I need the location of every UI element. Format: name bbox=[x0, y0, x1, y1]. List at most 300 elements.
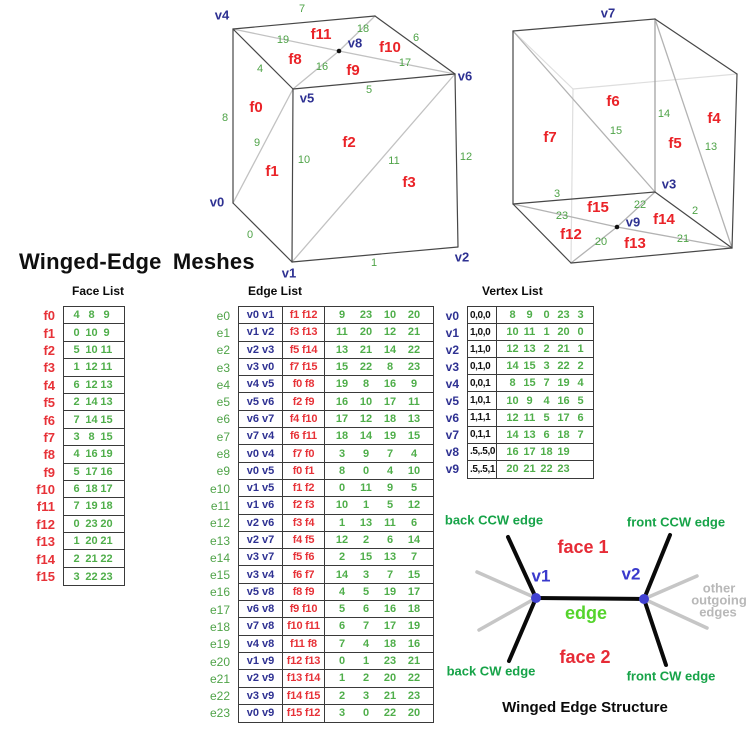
vertex-edge-index: 9 bbox=[526, 309, 533, 322]
edge-wing-index: 19 bbox=[383, 585, 397, 598]
winged-label-back-cw-edge: back CW edge bbox=[446, 663, 536, 679]
edge-faces-cell: f10 f11 bbox=[283, 618, 325, 634]
edge-faces-cell: f5 f14 bbox=[283, 342, 325, 358]
edge-list-row-label: e13 bbox=[209, 533, 230, 548]
edge-list-row-label: e6 bbox=[216, 412, 230, 427]
face-edge-index: 10 bbox=[85, 326, 98, 339]
edge-wing-index: 14 bbox=[359, 430, 373, 443]
edge-wing-index: 12 bbox=[335, 534, 349, 546]
edge-faces-cell: f2 f3 bbox=[283, 497, 325, 513]
edge-wing-index: 9 bbox=[338, 309, 346, 322]
face-list-table bbox=[63, 306, 125, 586]
edge-list-row-label: e10 bbox=[209, 481, 230, 496]
vertex-edge-index: 13 bbox=[523, 428, 536, 441]
edge-wing-index: 7 bbox=[410, 551, 418, 564]
edge-vertices-cell: v1 v9 bbox=[239, 653, 283, 669]
vertex-coords-cell: 1,0,0 bbox=[468, 324, 497, 340]
face-list-body bbox=[27, 306, 125, 586]
edge-wing-index: 23 bbox=[407, 689, 421, 702]
cube1-edge-10-line bbox=[292, 89, 293, 262]
edge-wings-cell bbox=[325, 618, 433, 634]
cube2-v9-dot bbox=[615, 225, 620, 230]
edge-list-row bbox=[239, 515, 433, 532]
face-list-row-label: f0 bbox=[43, 308, 55, 324]
cube1-label-f0: f0 bbox=[249, 98, 263, 116]
edge-wing-index: 4 bbox=[410, 447, 418, 460]
cube2-label-v3: v3 bbox=[661, 176, 677, 192]
edge-faces-cell: f2 f9 bbox=[283, 393, 325, 409]
face-edge-index: 23 bbox=[100, 570, 113, 583]
face-edge-index: 22 bbox=[85, 570, 98, 583]
edge-list-body bbox=[200, 306, 434, 723]
edge-wing-index: 23 bbox=[407, 361, 421, 374]
cube1-label-v4: v4 bbox=[214, 7, 230, 23]
face-edge-index: 8 bbox=[88, 309, 95, 322]
vertex-edge-index: 20 bbox=[506, 463, 519, 476]
vertex-coords-cell: .5,.5,1 bbox=[468, 461, 497, 478]
winged-label-edge: edge bbox=[564, 602, 608, 623]
face-edges-cell bbox=[64, 550, 124, 566]
vertex-edge-index: 7 bbox=[577, 428, 584, 441]
cube1-label-0: 0 bbox=[246, 228, 254, 241]
cube2-label-f12: f12 bbox=[560, 225, 582, 243]
edge-wing-index: 14 bbox=[383, 343, 397, 356]
edge-wing-index: 3 bbox=[362, 568, 370, 581]
edge-vertices-cell: v0 v1 bbox=[239, 307, 283, 323]
face-edge-index: 5 bbox=[73, 465, 80, 478]
vertex-coords-cell: 1,1,1 bbox=[468, 410, 497, 426]
face-list-row bbox=[64, 481, 124, 498]
edge-faces-cell: f6 f7 bbox=[283, 566, 325, 582]
edge-list-row-label: e12 bbox=[209, 516, 230, 531]
edge-faces-cell: f11 f8 bbox=[283, 636, 325, 652]
vertex-edge-index: 14 bbox=[506, 360, 519, 373]
edge-wing-index: 9 bbox=[386, 482, 394, 495]
face-list-row-label: f1 bbox=[43, 325, 55, 341]
face-edge-index: 12 bbox=[85, 361, 98, 374]
edge-faces-cell: f3 f13 bbox=[283, 324, 325, 340]
edge-wing-index: 20 bbox=[407, 309, 421, 322]
vertex-edge-index: 23 bbox=[557, 309, 570, 322]
edge-list-row bbox=[239, 636, 433, 653]
edge-wings-cell bbox=[325, 428, 433, 444]
vertex-edge-index: 11 bbox=[523, 411, 536, 424]
cube2-label-22: 22 bbox=[633, 198, 647, 211]
edge-wing-index: 20 bbox=[383, 672, 397, 685]
vertex-list-row bbox=[468, 392, 593, 409]
edge-faces-cell: f14 f15 bbox=[283, 688, 325, 704]
edge-faces-cell: f9 f10 bbox=[283, 601, 325, 617]
face-edge-index: 9 bbox=[103, 309, 110, 322]
cube2-label-23: 23 bbox=[555, 209, 569, 222]
cube1-label-11: 11 bbox=[388, 154, 400, 167]
edge-wing-index: 15 bbox=[359, 551, 373, 564]
cube1-label-18: 18 bbox=[356, 22, 370, 35]
edge-list-row-label: e23 bbox=[209, 706, 230, 721]
edge-wing-index: 1 bbox=[338, 516, 346, 529]
face-edge-index: 13 bbox=[100, 378, 113, 391]
vertex-edge-index: 0 bbox=[543, 309, 550, 322]
winged-label-other: other bbox=[702, 580, 736, 596]
edge-wing-index: 17 bbox=[407, 585, 421, 598]
edge-vertices-cell: v5 v8 bbox=[239, 584, 283, 600]
cube1-label-12: 12 bbox=[459, 150, 473, 163]
edge-list-labels-column bbox=[200, 307, 230, 722]
edge-wing-index: 22 bbox=[359, 361, 373, 374]
cube2-label-f5: f5 bbox=[668, 134, 682, 152]
edge-wing-index: 6 bbox=[410, 516, 418, 529]
edge-wing-index: 18 bbox=[335, 430, 349, 443]
edge-wing-index: 11 bbox=[360, 482, 372, 495]
face-edge-index: 7 bbox=[73, 413, 80, 426]
face-edges-cell bbox=[64, 464, 124, 480]
vertex-coords-cell: 1,0,1 bbox=[468, 392, 497, 408]
edge-list-row-label: e5 bbox=[216, 395, 230, 410]
edge-vertices-cell: v7 v4 bbox=[239, 428, 283, 444]
face-edge-index: 5 bbox=[73, 343, 80, 356]
winged-structure-labels bbox=[445, 512, 747, 716]
face-list-row bbox=[64, 324, 124, 341]
edge-wing-index: 3 bbox=[362, 689, 370, 702]
edge-wings-cell bbox=[325, 324, 433, 340]
edge-list-row-label: e19 bbox=[209, 637, 230, 652]
edge-wing-index: 13 bbox=[407, 412, 421, 425]
winged-label-face-1: face 1 bbox=[557, 536, 609, 557]
cube2-edge-6-line bbox=[655, 19, 737, 74]
edge-wings-cell bbox=[325, 653, 433, 669]
edge-vertices-cell: v3 v9 bbox=[239, 688, 283, 704]
edge-wings-cell bbox=[325, 532, 433, 548]
edge-list-row-label: e16 bbox=[209, 585, 230, 600]
edge-wing-index: 1 bbox=[362, 499, 370, 512]
edge-list-row bbox=[239, 480, 433, 497]
cube1-label-9: 9 bbox=[253, 136, 261, 149]
face-list-row bbox=[64, 377, 124, 394]
face-edge-index: 1 bbox=[73, 361, 80, 374]
face-list-row bbox=[64, 411, 124, 428]
face-edge-index: 12 bbox=[85, 378, 98, 391]
cube1-label-f9: f9 bbox=[346, 61, 360, 79]
vertex-edge-index: 5 bbox=[543, 411, 550, 424]
edge-faces-cell: f15 f12 bbox=[283, 705, 325, 722]
edge-wings-cell bbox=[325, 497, 433, 513]
edge-list-row bbox=[239, 497, 433, 514]
edge-wing-index: 2 bbox=[362, 672, 370, 685]
edge-wings-cell bbox=[325, 393, 433, 409]
face-edge-index: 10 bbox=[85, 343, 98, 356]
cube2-edge-15-line bbox=[513, 31, 655, 192]
face-edge-index: 19 bbox=[85, 500, 98, 513]
cube1-label-6: 6 bbox=[412, 31, 420, 44]
face-edge-index: 21 bbox=[100, 535, 113, 548]
vertex-list-body bbox=[440, 306, 594, 479]
face-list-row bbox=[64, 307, 124, 324]
edge-wing-index: 10 bbox=[407, 464, 421, 477]
vertex-edge-index: 3 bbox=[543, 360, 550, 373]
cube2-label-f4: f4 bbox=[707, 109, 721, 127]
edge-wing-index: 12 bbox=[359, 412, 373, 425]
vertex-edge-index: 16 bbox=[506, 445, 519, 458]
page-title: Winged-Edge Meshes bbox=[19, 249, 255, 274]
face-edge-index: 16 bbox=[85, 448, 98, 461]
edge-vertices-cell: v1 v2 bbox=[239, 324, 283, 340]
edge-list-row bbox=[239, 411, 433, 428]
edge-list-row bbox=[239, 324, 433, 341]
edge-wings-cell bbox=[325, 307, 433, 323]
vertex-list bbox=[440, 284, 594, 479]
face-list-row-label: f7 bbox=[43, 429, 55, 445]
edge-wing-index: 11 bbox=[408, 395, 420, 408]
edge-wing-index: 0 bbox=[362, 464, 370, 477]
edge-wing-index: 14 bbox=[407, 534, 421, 546]
cube1-edge-11-line bbox=[292, 74, 455, 262]
face-edge-index: 17 bbox=[85, 465, 98, 478]
face-list-header: Face List bbox=[72, 284, 125, 298]
vertex-edge-index: 2 bbox=[543, 343, 550, 356]
edge-wing-index: 21 bbox=[407, 655, 421, 668]
cube1-label-f2: f2 bbox=[342, 133, 356, 151]
vertex-edge-index: 6 bbox=[577, 411, 584, 424]
edge-wings-cell bbox=[325, 445, 433, 461]
edge-wing-index: 19 bbox=[335, 378, 349, 391]
face-edge-index: 2 bbox=[73, 552, 80, 565]
edge-wing-index: 17 bbox=[383, 395, 397, 408]
edge-wing-index: 18 bbox=[383, 412, 397, 425]
cube1-label-10: 10 bbox=[297, 153, 311, 166]
edge-vertices-cell: v4 v5 bbox=[239, 376, 283, 392]
edge-list-row-label: e0 bbox=[216, 308, 230, 323]
face-edge-index: 4 bbox=[73, 448, 80, 461]
edge-list-row-label: e3 bbox=[216, 360, 230, 375]
cube2-label-14: 14 bbox=[657, 107, 671, 120]
vertex-edge-index: 18 bbox=[540, 445, 553, 458]
edge-faces-cell: f1 f12 bbox=[283, 307, 325, 323]
face-edge-index: 19 bbox=[100, 448, 113, 461]
edge-wing-index: 13 bbox=[359, 516, 373, 529]
edge-wing-index: 19 bbox=[407, 620, 421, 633]
face-edge-index: 0 bbox=[73, 517, 80, 530]
edge-wings-cell bbox=[325, 376, 433, 392]
edge-wing-index: 20 bbox=[359, 326, 373, 339]
vertex-edges-cell bbox=[497, 392, 593, 408]
face-edge-index: 6 bbox=[73, 378, 80, 391]
vertex-list-labels-column bbox=[440, 307, 459, 478]
cube2-labels bbox=[543, 5, 721, 252]
vertex-edge-index: 12 bbox=[506, 343, 519, 356]
vertex-edge-index: 17 bbox=[523, 445, 536, 458]
edge-wing-index: 23 bbox=[359, 309, 373, 322]
vertex-edge-index: 16 bbox=[557, 394, 570, 407]
face-edges-cell bbox=[64, 568, 124, 585]
face-edge-index: 13 bbox=[100, 396, 113, 409]
face-list-row bbox=[64, 446, 124, 463]
cube2-label-f14: f14 bbox=[653, 210, 675, 228]
vertex-list-row-label: v2 bbox=[445, 342, 459, 357]
cube1-edge-5-line bbox=[293, 74, 455, 89]
cube2-label-f13: f13 bbox=[624, 234, 646, 252]
edge-vertices-cell: v2 v9 bbox=[239, 670, 283, 686]
cube2-label-f7: f7 bbox=[543, 128, 557, 146]
vertex-edges-cell bbox=[497, 444, 593, 460]
edge-wing-index: 17 bbox=[383, 620, 397, 633]
vertex-edges-cell bbox=[497, 461, 593, 478]
edge-wing-index: 0 bbox=[338, 482, 346, 495]
edge-vertices-cell: v2 v7 bbox=[239, 532, 283, 548]
edge-faces-cell: f4 f5 bbox=[283, 532, 325, 548]
edge-wing-index: 5 bbox=[386, 499, 394, 512]
edge-wing-index: 5 bbox=[338, 603, 346, 616]
edge-list-row-label: e2 bbox=[216, 343, 230, 358]
vertex-list-header: Vertex List bbox=[482, 284, 543, 298]
cube1-label-5: 5 bbox=[365, 83, 373, 96]
edge-wing-index: 15 bbox=[407, 568, 421, 581]
face-list-row-label: f9 bbox=[43, 464, 55, 480]
winged-main-edge-line bbox=[536, 598, 644, 599]
face-edge-index: 4 bbox=[73, 309, 80, 322]
edge-wings-cell bbox=[325, 688, 433, 704]
edge-vertices-cell: v3 v4 bbox=[239, 566, 283, 582]
cube1-label-1: 1 bbox=[370, 256, 378, 269]
cube2-label-21: 21 bbox=[676, 232, 690, 245]
face-edges-cell bbox=[64, 342, 124, 358]
edge-wing-index: 2 bbox=[338, 689, 346, 702]
face-edges-cell bbox=[64, 446, 124, 462]
winged-label-v2: v2 bbox=[621, 564, 641, 584]
face-edges-cell bbox=[64, 411, 124, 427]
face-list-row-label: f13 bbox=[36, 534, 55, 550]
edge-list-row-label: e9 bbox=[216, 464, 230, 479]
vertex-list-row bbox=[468, 444, 593, 461]
edge-list bbox=[200, 284, 434, 723]
edge-list-row-label: e17 bbox=[209, 602, 230, 617]
vertex-edge-index: 15 bbox=[523, 360, 536, 373]
edge-vertices-cell: v6 v7 bbox=[239, 411, 283, 427]
vertex-edges-cell bbox=[497, 307, 593, 323]
edge-wing-index: 15 bbox=[335, 361, 349, 374]
winged-v2-dot bbox=[639, 594, 649, 604]
edge-vertices-cell: v7 v8 bbox=[239, 618, 283, 634]
vertex-edges-cell bbox=[497, 410, 593, 426]
edge-wing-index: 11 bbox=[336, 326, 348, 339]
winged-label-back-ccw-edge: back CCW edge bbox=[444, 512, 544, 528]
cube1-label-17: 17 bbox=[398, 56, 412, 69]
edge-wing-index: 7 bbox=[386, 447, 394, 460]
edge-wing-index: 22 bbox=[383, 707, 397, 720]
cube2-label-3: 3 bbox=[553, 187, 561, 200]
edge-wing-index: 2 bbox=[362, 534, 370, 546]
edge-wings-cell bbox=[325, 359, 433, 375]
cube1-label-7: 7 bbox=[298, 2, 306, 15]
edge-list-row bbox=[239, 584, 433, 601]
vertex-edge-index: 15 bbox=[523, 377, 536, 390]
vertex-edges-cell bbox=[497, 375, 593, 391]
vertex-list-row-label: v6 bbox=[445, 411, 459, 426]
vertex-coords-cell: 1,1,0 bbox=[468, 341, 497, 357]
edge-wing-index: 7 bbox=[338, 637, 346, 650]
edge-vertices-cell: v3 v7 bbox=[239, 549, 283, 565]
face-list-row-label: f5 bbox=[43, 395, 55, 411]
vertex-edges-cell bbox=[497, 324, 593, 340]
vertex-coords-cell: .5,.5,0 bbox=[468, 444, 497, 460]
face-edge-index: 2 bbox=[73, 396, 80, 409]
cube1-label-4: 4 bbox=[256, 62, 264, 75]
edge-wing-index: 17 bbox=[335, 412, 349, 425]
edge-wing-index: 12 bbox=[383, 326, 397, 339]
face-list-row bbox=[64, 498, 124, 515]
edge-list-row-label: e22 bbox=[209, 689, 230, 704]
face-edge-index: 16 bbox=[100, 465, 113, 478]
face-edge-index: 11 bbox=[100, 343, 113, 356]
face-edges-cell bbox=[64, 324, 124, 340]
edge-wings-cell bbox=[325, 411, 433, 427]
vertex-edge-index: 8 bbox=[509, 309, 516, 322]
vertex-list-row bbox=[468, 461, 593, 478]
vertex-edge-index: 4 bbox=[543, 394, 550, 407]
face-edge-index: 3 bbox=[73, 570, 80, 583]
edge-list-row bbox=[239, 549, 433, 566]
cube1-label-f10: f10 bbox=[379, 38, 401, 56]
edge-wings-cell bbox=[325, 566, 433, 582]
face-list bbox=[27, 284, 125, 586]
edge-wing-index: 9 bbox=[362, 447, 370, 460]
face-list-row-label: f6 bbox=[43, 412, 55, 428]
vertex-list-row-label: v9 bbox=[445, 462, 459, 477]
edge-wing-index: 18 bbox=[407, 603, 421, 616]
face-edge-index: 1 bbox=[73, 535, 80, 548]
edge-list-row bbox=[239, 653, 433, 670]
edge-wing-index: 2 bbox=[338, 551, 346, 564]
face-list-row-label: f4 bbox=[43, 377, 55, 393]
cube1-edge-9-line bbox=[233, 89, 293, 203]
winged-label-front-cw-edge: front CW edge bbox=[626, 668, 716, 684]
vertex-edge-index: 14 bbox=[506, 428, 519, 441]
edge-wing-index: 21 bbox=[407, 326, 421, 339]
vertex-edge-index: 13 bbox=[523, 343, 536, 356]
vertex-edge-index: 3 bbox=[577, 309, 584, 322]
vertex-list-table bbox=[467, 306, 594, 479]
edge-faces-cell: f6 f11 bbox=[283, 428, 325, 444]
face-edges-cell bbox=[64, 377, 124, 393]
winged-label-winged-edge-structure: Winged Edge Structure bbox=[502, 698, 668, 716]
edge-list-row-label: e15 bbox=[209, 568, 230, 583]
cube1-label-19: 19 bbox=[276, 33, 290, 46]
edge-vertices-cell: v1 v6 bbox=[239, 497, 283, 513]
edge-list-header: Edge List bbox=[248, 284, 303, 298]
edge-wing-index: 3 bbox=[338, 707, 346, 720]
edge-faces-cell: f7 f0 bbox=[283, 445, 325, 461]
edge-list-row bbox=[239, 463, 433, 480]
vertex-edge-index: 8 bbox=[509, 377, 516, 390]
edge-wings-cell bbox=[325, 584, 433, 600]
edge-list-row bbox=[239, 670, 433, 687]
vertex-edge-index: 17 bbox=[557, 411, 570, 424]
edge-wing-index: 6 bbox=[386, 534, 394, 546]
edge-wing-index: 1 bbox=[338, 672, 346, 685]
vertex-edge-index: 0 bbox=[577, 326, 584, 339]
edge-list-row bbox=[239, 601, 433, 618]
edge-list-row bbox=[239, 393, 433, 410]
vertex-edges-cell bbox=[497, 427, 593, 443]
edge-list-row-label: e1 bbox=[216, 325, 230, 340]
edge-wing-index: 8 bbox=[338, 464, 346, 477]
edge-faces-cell: f12 f13 bbox=[283, 653, 325, 669]
edge-wing-index: 0 bbox=[338, 655, 346, 668]
edge-wings-cell bbox=[325, 515, 433, 531]
cube1-label-v6: v6 bbox=[457, 68, 473, 84]
edge-wing-index: 5 bbox=[362, 585, 370, 598]
cube2-label-13: 13 bbox=[704, 140, 718, 153]
face-list-row-label: f3 bbox=[43, 360, 55, 376]
